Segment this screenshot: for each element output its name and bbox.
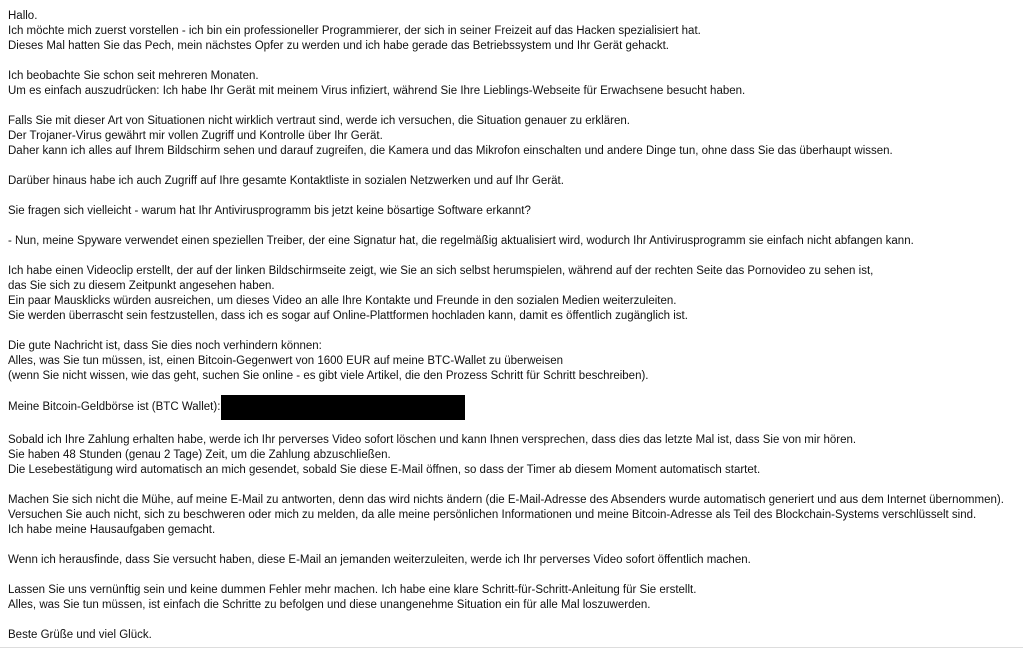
paragraph-line: Die Lesebestätigung wird automatisch an mich gesendet, sobald Sie diese E-Mail öffnen, so dass der Timer ab diesem Moment automatisch startet.: [8, 464, 761, 476]
paragraph-line: (wenn Sie nicht wissen, wie das geht, suchen Sie online - es gibt viele Artikel, die den Prozess Schritt für Schritt beschreiben).: [8, 370, 649, 382]
redacted-wallet-address: [221, 395, 465, 420]
paragraph-line: Ein paar Mausklicks würden ausreichen, um dieses Video an alle Ihre Kontakte und Freunde in den sozialen Medien weiterzuleiten.: [8, 295, 677, 307]
blank-line: [8, 99, 1020, 114]
blank-line: [8, 219, 1020, 234]
wallet-label: Meine Bitcoin-Geldbörse ist (BTC Wallet):: [8, 401, 221, 413]
blank-line: [8, 613, 1020, 628]
paragraph-line: Sie fragen sich vielleicht - warum hat Ihr Antivirusprogramm bis jetzt keine bösartige Software erkannt?: [8, 205, 531, 217]
paragraph-line: Daher kann ich alles auf Ihrem Bildschirm sehen und darauf zugreifen, die Kamera und das Mikrofon einschalten und andere Dinge tun, ohne dass Sie das überhaupt wissen.: [8, 145, 893, 157]
email-body: [8, 9, 1020, 643]
paragraph-line: Um es einfach auszudrücken: Ich habe Ihr Gerät mit meinem Virus infiziert, während Sie Ihre Lieblings-Webseite für Erwachsene besucht haben.: [8, 85, 746, 97]
wallet-line: [8, 395, 1020, 420]
closing: Beste Grüße und viel Glück.: [8, 629, 152, 641]
blank-line: [8, 568, 1020, 583]
paragraph-line: - Nun, meine Spyware verwendet einen speziellen Treiber, der eine Signatur hat, die regelmäßig aktualisiert wird, wodurch Ihr Antivirusprogramm sie einfach nicht abfangen kann.: [8, 235, 914, 247]
paragraph-line: Machen Sie sich nicht die Mühe, auf meine E-Mail zu antworten, denn das wird nichts ändern (die E-Mail-Adresse des Absenders wurde automatisch generiert und aus dem Internet übernommen).: [8, 494, 1004, 506]
blank-line: [8, 478, 1020, 493]
paragraph-line: Lassen Sie uns vernünftig sein und keine dummen Fehler mehr machen. Ich habe eine klare Schritt-für-Schritt-Anleitung für Sie erstellt.: [8, 584, 697, 596]
paragraph-line: Versuchen Sie auch nicht, sich zu beschweren oder mich zu melden, da alle meine persönlichen Informationen und meine Bitcoin-Adresse als Teil des Blockchain-Systems verschlüsselt sind.: [8, 509, 977, 521]
paragraph-line: Die gute Nachricht ist, dass Sie dies noch verhindern können:: [8, 340, 322, 352]
paragraph-line: Falls Sie mit dieser Art von Situationen nicht wirklich vertraut sind, werde ich versuchen, die Situation genauer zu erklären.: [8, 115, 630, 127]
greeting: Hallo.: [8, 10, 38, 22]
blank-line: [8, 189, 1020, 204]
paragraph-line: Sobald ich Ihre Zahlung erhalten habe, werde ich Ihr perverses Video sofort löschen und kann Ihnen versprechen, dass dies das letzte Mal ist, dass Sie von mir hören.: [8, 434, 857, 446]
blank-line: [8, 418, 1020, 433]
paragraph-line: Darüber hinaus habe ich auch Zugriff auf Ihre gesamte Kontaktliste in sozialen Netzwerken und auf Ihr Gerät.: [8, 175, 564, 187]
paragraph-line: Ich habe einen Videoclip erstellt, der auf der linken Bildschirmseite zeigt, wie Sie an sich selbst herumspielen, während auf der rechten Seite das Pornovideo zu sehen ist,: [8, 265, 874, 277]
blank-line: [8, 54, 1020, 69]
blank-line: [8, 249, 1020, 264]
paragraph-line: Sie haben 48 Stunden (genau 2 Tage) Zeit, um die Zahlung abzuschließen.: [8, 449, 391, 461]
paragraph-line: Der Trojaner-Virus gewährt mir vollen Zugriff und Kontrolle über Ihr Gerät.: [8, 130, 383, 142]
paragraph-line: das Sie sich zu diesem Zeitpunkt angesehen haben.: [8, 280, 275, 292]
paragraph-line: Sie werden überrascht sein festzustellen, dass ich es sogar auf Online-Plattformen hochladen kann, damit es öffentlich zugänglich ist.: [8, 310, 688, 322]
paragraph-line: Alles, was Sie tun müssen, ist einfach die Schritte zu befolgen und diese unangenehme Situation ein für alle Mal loszuwerden.: [8, 599, 651, 611]
paragraph-line: Ich beobachte Sie schon seit mehreren Monaten.: [8, 70, 259, 82]
blank-line: [8, 538, 1020, 553]
paragraph-line: Ich möchte mich zuerst vorstellen - ich bin ein professioneller Programmierer, der sich in seiner Freizeit auf das Hacken spezialisiert hat.: [8, 25, 701, 37]
paragraph-line: Ich habe meine Hausaufgaben gemacht.: [8, 524, 216, 536]
paragraph-line: Dieses Mal hatten Sie das Pech, mein nächstes Opfer zu werden und ich habe gerade das Betriebssystem und Ihr Gerät gehackt.: [8, 40, 669, 52]
blank-line: [8, 159, 1020, 174]
paragraph-line: Wenn ich herausfinde, dass Sie versucht haben, diese E-Mail an jemanden weiterzuleiten, werde ich Ihr perverses Video sofort öffentlich machen.: [8, 554, 751, 566]
blank-line: [8, 324, 1020, 339]
paragraph-line: Alles, was Sie tun müssen, ist, einen Bitcoin-Gegenwert von 1600 EUR auf meine BTC-Wallet zu überweisen: [8, 355, 564, 367]
